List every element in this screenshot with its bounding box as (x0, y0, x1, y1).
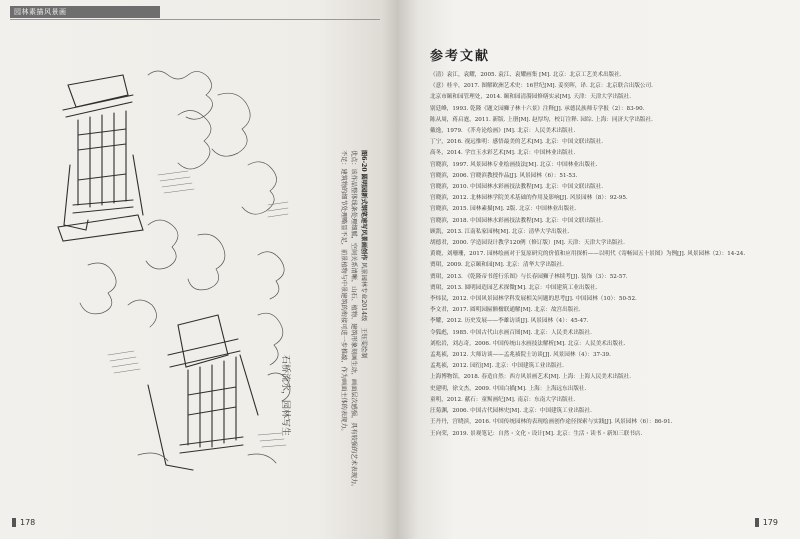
reference-item: 王丹丹，宫晓滨，2016. 中国传统园林的表现绘画创作途径探索与实践[J]. 风景园林（6）：86-91. (430, 419, 673, 426)
left-page (0, 0, 398, 539)
running-header-text: 园林素描风景画 (14, 8, 67, 16)
sketch-handwriting: 石桥流水，园林写生 (280, 355, 290, 437)
header-rule (10, 19, 380, 20)
reference-item: 高冬，2014. 学宜玉水彩艺术[M]. 北京：中国林业出版社. (430, 150, 576, 157)
references-list (430, 70, 775, 440)
lower-pavilion (148, 315, 258, 470)
caption-weakness: 不足：建筑物的细节处理略显不足，前景植物与中景建筑的衔接可进一步推敲，作为画面主体的表现力。 (340, 150, 347, 435)
reference-item: 刘松岩，刘志奇，2006. 中国传统山水画技法解析[M]. 北京：人民美术出版社. (430, 340, 626, 347)
reference-item: 陈从周，蒋启霆，2011. 新版. 上册[M]. 赵厚均，校订注释. 园综. 上海：同济大学出版社. (430, 116, 653, 123)
references-title: 参考文献 (430, 49, 491, 64)
reference-item: 北京市颐和园管理处，2014. 颐和园清漪园修缮实录[M]. 天津：天津大学出版社. (430, 94, 632, 101)
reference-item: （清）袁江，袁耀，2005. 袁江、袁耀画集 [M]. 北京：北京工艺美术出版社. (430, 72, 622, 78)
page-number-mark (755, 518, 759, 527)
reference-item: 贾珺，2009. 北京颐和园[M]. 北京：清华大学出版社. (430, 262, 564, 269)
reference-item: 宫晓滨，2010. 中国园林水彩画技法教程[M]. 北京：中国文联出版社. (430, 184, 604, 191)
reference-item: 汪菊渊，2006. 中国古代园林史[M]. 北京：中国建筑工业出版社. (430, 408, 592, 415)
reference-item: 黄晓，刘珊珊，2017. 园林绘画对于复原研究的价值和应用探析——以明代《寄畅园五十景图》为例[J]. 风景园林（2）：14-24. (430, 251, 746, 258)
reference-item: 宫晓滨，2015. 园林素描[M]. 2版. 北京：中国林业出版社. (430, 206, 577, 213)
reference-item: 令狐彪，1985. 中国古代山水画百图[M]. 北京：人民美术出版社. (430, 329, 592, 336)
caption-text-block (318, 150, 368, 495)
reference-item: 上海博物馆，2018. 春造自然：西方风景画艺术[M]. 上海：上海人民美术出版社. (430, 374, 632, 381)
reference-item: 宫晓滨，2006. 宫晓滨教授作品[J]. 风景园林（6）：51-53. (430, 172, 578, 179)
caption-advantage: 优点：该作品整体线条处理细腻，空间关系清晰，山石、植物、建筑形象刻画生动，画面层次感强，具有较强的艺术表现力。 (350, 150, 357, 491)
pavilion-sketch (28, 55, 318, 485)
figure-meta: 风景园林专业2014级 王钰雯绘制 (360, 262, 367, 359)
reference-item: 贾珺，2013. 圆明园造园艺术探微[M]. 北京：中国建筑工业出版社. (430, 284, 598, 291)
reference-item: 丁宁，2016. 视远惟明：感悟最美的艺术[M]. 北京：中国文联出版社. (430, 139, 604, 146)
reference-item: 胡德君，2000. 学造园设计教学120例（修订版）[M]. 天津：天津大学出版社. (430, 240, 625, 247)
left-page-number (12, 518, 35, 527)
reference-item: 戴逸，1979. 《芥舟论绘画》[M]. 北京：人民美术出版社. (430, 128, 576, 135)
reference-item: 孟兆祯，2012. 大师访谈——孟兆祯院士访谈[J]. 风景园林（4）：37-39. (430, 352, 611, 359)
reference-item: 顾凯，2013. 江南私家园林[M]. 北京：清华大学出版社. (430, 228, 570, 235)
right-page-number (755, 518, 778, 527)
reference-item: 别廷峰，1993. 乾隆《题文园狮子林十六景》注释[J]. 承德民族师专学报（2）：83-90. (430, 105, 645, 112)
right-page-number-text: 179 (762, 518, 778, 527)
figure-title: 圆明园新式钢笔速写风景画创作 (360, 173, 367, 261)
reference-item: 李耀，2012. 历史发展——李雄访谈[J]. 风景园林（4）：45-47. (430, 318, 589, 325)
running-header (10, 6, 160, 18)
reference-item: 宫晓滨，1997. 风景园林专业绘画技法[M]. 北京：中国林业出版社. (430, 161, 598, 168)
reference-item: 李文君，2017. 圆明园匾额楹联通解[M]. 北京：故宫出版社. (430, 307, 581, 314)
left-page-number-text: 178 (20, 518, 36, 527)
rock-hatching (108, 171, 288, 447)
reference-item: 贾珺，2013. 《乾隆帝书莲行乐图》与长春园狮子林续考[J]. 装饰（3）：52-57. (430, 273, 628, 280)
reference-item: 童明，2012. 献石：童寯画纪[M]. 南京：东南大学出版社. (430, 396, 576, 403)
reference-item: 史建明，徐文杰，2009. 中国白描[M]. 上海：上海远东出版社. (430, 385, 587, 392)
reference-item: 宫晓滨，2018. 中国园林水彩画技法教程[M]. 北京：中国文联出版社. (430, 217, 604, 224)
page-number-mark (12, 518, 16, 527)
figure-caption (318, 150, 368, 495)
reference-item: 孟兆祯，2012. 园衍[M]. 北京：中国建筑工业出版社. (430, 363, 564, 370)
reference-item: 李炜民，2012. 中国风景园林学科发展相关问题的思考[J]. 中国园林（10）：50-52. (430, 296, 637, 303)
reference-item: 宫晓滨，2012. 北林园林学院美术基础的作用及影响[J]. 风景园林（8）：92-95. (430, 195, 628, 202)
foliage-strokes (80, 71, 290, 463)
reference-item: （意）桂辛，2017. 图解欧洲艺术史：16世纪[M]. 姜奕晖，译. 北京：北京联合出版公司. (430, 83, 653, 90)
upper-pavilion (58, 75, 143, 241)
reference-item: 王向荣，2019. 景观笔记：自然・文化・设计[M]. 北京：生活・读书・新知三联书店. (430, 430, 643, 437)
figure-label: 图6-20 (360, 150, 367, 172)
